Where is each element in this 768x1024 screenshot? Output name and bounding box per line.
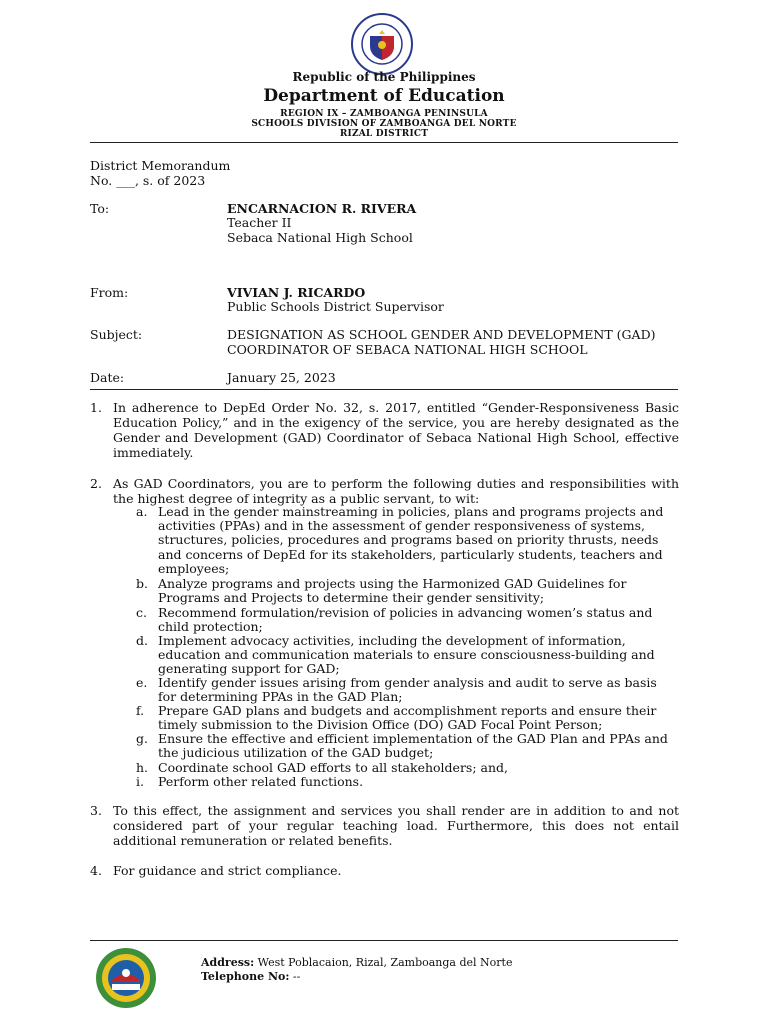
to-school: Sebaca National High School <box>227 230 413 245</box>
district-heading: RIZAL DISTRICT <box>339 129 429 139</box>
list-item-letter: i. <box>136 774 144 789</box>
list-item-text: Implement advocacy activities, including the development of information, education and communication materials to ensure consciousness-building and generating support for GAD; <box>158 633 655 677</box>
list-item-text: Lead in the gender mainstreaming in policies, plans and programs projects and activities (PPAs) and in the assessment of gender responsiveness of systems, structures, policies, procedures and programs based on priority thrusts, needs and concerns of DepEd for its stakeholders, particularly students, teachers and employees; <box>158 504 664 576</box>
telephone-label: Telephone No: <box>201 970 290 983</box>
republic-heading: Republic of the Philippines <box>292 70 476 84</box>
address-label: Address: <box>201 956 255 969</box>
telephone-value: -- <box>292 970 301 983</box>
paragraph-4: For guidance and strict compliance. <box>113 863 342 878</box>
list-item-text: Analyze programs and projects using the Harmonized GAD Guidelines for Programs and Projects to determine their gender sensitivity; <box>158 576 627 606</box>
list-item-letter: a. <box>136 504 148 519</box>
to-label: To: <box>90 201 110 216</box>
list-item-text: Ensure the effective and efficient implementation of the GAD Plan and PPAs and the judicious utilization of the GAD budget; <box>158 731 668 761</box>
list-item-letter: b. <box>136 576 148 591</box>
list-item-text: Identify gender issues arising from gender analysis and audit to serve as basis for determining PPAs in the GAD Plan; <box>158 675 657 705</box>
list-item-letter: h. <box>136 760 149 775</box>
paragraph-3: To this effect, the assignment and services you shall render are in addition to and not considered part of your regular teaching load. Furthermore, this does not entail additional remuneration or related benefits. <box>113 803 679 848</box>
footer-divider <box>90 940 678 941</box>
paragraph-4-number: 4. <box>90 863 102 878</box>
memo-number: No. ___, s. of 2023 <box>90 173 206 188</box>
list-item-letter: d. <box>136 633 148 648</box>
paragraph-1-number: 1. <box>90 400 102 415</box>
from-name: VIVIAN J. RICARDO <box>227 285 366 300</box>
deped-seal-logo <box>344 12 420 76</box>
paragraph-3-number: 3. <box>90 803 102 818</box>
list-item-text: Coordinate school GAD efforts to all stakeholders; and, <box>158 760 509 775</box>
memo-type: District Memorandum <box>90 158 231 173</box>
subject-label: Subject: <box>90 327 143 342</box>
subject-line-2: COORDINATOR OF SEBACA NATIONAL HIGH SCHOOL <box>227 342 588 357</box>
list-item-letter: f. <box>136 703 145 718</box>
list-item-text: Recommend formulation/revision of policies in advancing women’s status and child protection; <box>158 605 653 635</box>
division-heading: SCHOOLS DIVISION OF ZAMBOANGA DEL NORTE <box>251 119 517 129</box>
from-position: Public Schools District Supervisor <box>227 299 444 314</box>
list-item-text: Prepare GAD plans and budgets and accomplishment reports and ensure their timely submission to the Division Office (DO) GAD Focal Point Person; <box>158 703 657 733</box>
rizal-district-logo <box>94 946 158 1010</box>
from-label: From: <box>90 285 129 300</box>
list-item-letter: c. <box>136 605 147 620</box>
footer-address <box>201 956 513 969</box>
list-item-letter: e. <box>136 675 148 690</box>
header-divider <box>90 142 678 143</box>
footer-telephone <box>201 970 300 983</box>
paragraph-2: As GAD Coordinators, you are to perform the following duties and responsibilities with the highest degree of integrity as a public servant, to wit: <box>113 476 679 506</box>
department-heading: Department of Education <box>263 86 505 106</box>
to-position: Teacher II <box>227 215 292 230</box>
date-label: Date: <box>90 370 125 385</box>
paragraph-2-number: 2. <box>90 476 102 491</box>
list-item-letter: g. <box>136 731 148 746</box>
region-heading: REGION IX – ZAMBOANGA PENINSULA <box>280 109 488 119</box>
date-value: January 25, 2023 <box>227 370 336 385</box>
list-item-text: Perform other related functions. <box>158 774 364 789</box>
date-divider <box>90 389 678 390</box>
subject-line-1: DESIGNATION AS SCHOOL GENDER AND DEVELOPMENT (GAD) <box>227 327 656 342</box>
to-name: ENCARNACION R. RIVERA <box>227 201 417 216</box>
address-value: West Poblacaion, Rizal, Zamboanga del Norte <box>257 956 513 969</box>
paragraph-1: In adherence to DepEd Order No. 32, s. 2017, entitled “Gender-Responsiveness Basic Education Policy,” and in the exigency of the service, you are hereby designated as the Gender and Development (GAD) Coordinator of Sebaca National High School, effective immediately. <box>113 400 679 460</box>
